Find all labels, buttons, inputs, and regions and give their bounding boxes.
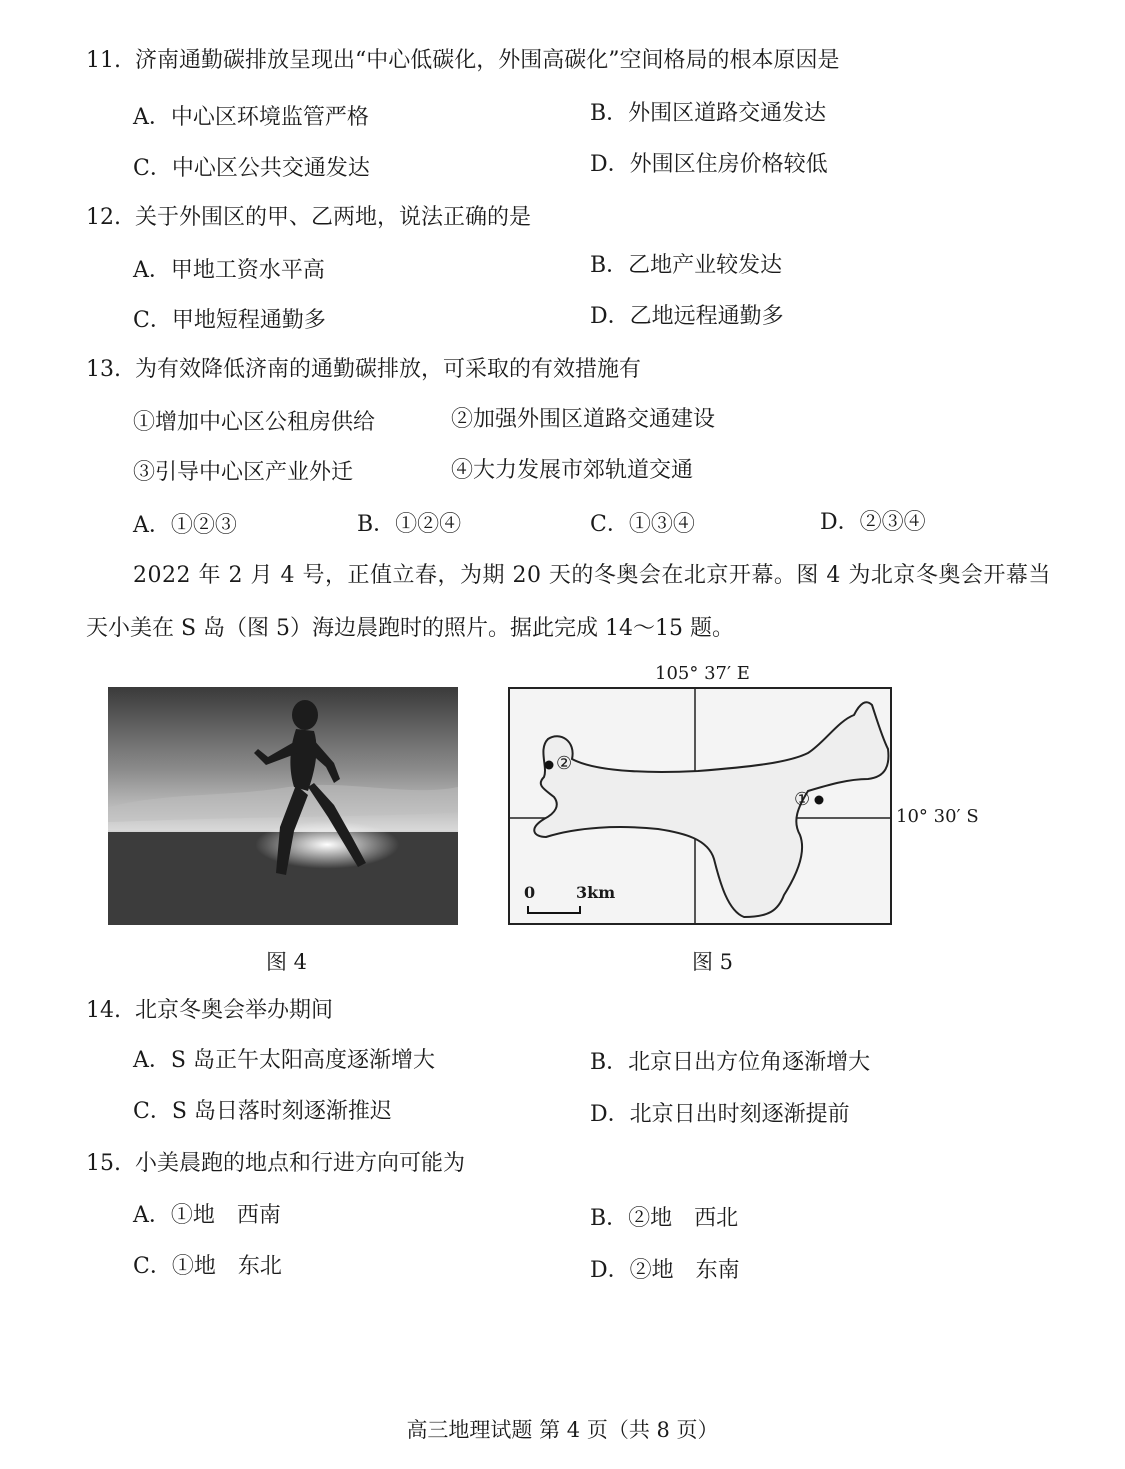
scale-end-label: 3km <box>576 883 616 902</box>
statement-1: ①增加中心区公租房供给 <box>133 410 376 435</box>
scale-zero-label: 0 <box>524 883 536 902</box>
question-stem: 关于外围区的甲、乙两地，说法正确的是 <box>135 205 532 230</box>
latitude-label: 10° 30′ S <box>896 806 979 827</box>
option-d: D．乙地远程通勤多 <box>590 304 784 329</box>
option-d: D．②③④ <box>820 510 926 535</box>
option-a: A．中心区环境监管严格 <box>133 105 369 130</box>
point-2-label: ② <box>556 753 573 774</box>
page-footer: 高三地理试题 第 4 页（共 8 页） <box>406 1418 719 1442</box>
question-number: 12. <box>86 205 121 230</box>
statement-4: ④大力发展市郊轨道交通 <box>451 458 694 483</box>
question-stem: 济南通勤碳排放呈现出“中心低碳化，外围高碳化”空间格局的根本原因是 <box>135 48 840 73</box>
question-stem: 为有效降低济南的通勤碳排放，可采取的有效措施有 <box>135 357 642 382</box>
option-b: B．②地 西北 <box>590 1206 739 1231</box>
question-11 <box>86 46 840 76</box>
option-a: A．①②③ <box>133 513 237 538</box>
option-c: C．①地 东北 <box>133 1254 282 1279</box>
passage-line-2: 天小美在 S 岛（图 5）海边晨跑时的照片。据此完成 14～15 题。 <box>86 616 735 641</box>
question-stem: 北京冬奥会举办期间 <box>135 998 334 1023</box>
option-a: A．甲地工资水平高 <box>133 258 325 283</box>
point-2-marker <box>545 761 554 770</box>
longitude-label: 105° 37′ E <box>655 663 750 684</box>
option-c: C．S 岛日落时刻逐渐推迟 <box>133 1099 392 1124</box>
passage-line-1: 2022 年 2 月 4 号，正值立春，为期 20 天的冬奥会在北京开幕。图 4 为北京冬奥会开幕当 <box>133 563 1051 588</box>
island-map <box>508 687 892 925</box>
option-c: C．①③④ <box>590 512 695 537</box>
option-d: D．外围区住房价格较低 <box>590 152 828 177</box>
option-a: A．①地 西南 <box>133 1203 281 1228</box>
runner-silhouette-photo <box>108 687 458 925</box>
figure-4-photo <box>108 687 458 925</box>
question-stem: 小美晨跑的地点和行进方向可能为 <box>135 1151 466 1176</box>
figure-5-caption: 图 5 <box>692 950 734 974</box>
statement-3: ③引导中心区产业外迁 <box>133 460 354 485</box>
option-b: B．北京日出方位角逐渐增大 <box>590 1050 871 1075</box>
question-number: 15. <box>86 1151 121 1176</box>
figure-4-caption: 图 4 <box>266 950 308 974</box>
point-1-marker <box>815 796 824 805</box>
option-d: D．北京日出时刻逐渐提前 <box>590 1102 850 1127</box>
question-12 <box>86 203 531 233</box>
option-d: D．②地 东南 <box>590 1258 740 1283</box>
figure-5-map <box>508 687 892 925</box>
option-b: B．外围区道路交通发达 <box>590 101 827 126</box>
question-number: 13. <box>86 357 121 382</box>
question-14 <box>86 996 333 1026</box>
option-b: B．①②④ <box>357 512 462 537</box>
point-1-label: ① <box>794 789 811 810</box>
option-b: B．乙地产业较发达 <box>590 253 783 278</box>
question-number: 14. <box>86 998 121 1023</box>
statement-2: ②加强外围区道路交通建设 <box>451 407 716 432</box>
option-c: C．中心区公共交通发达 <box>133 156 370 181</box>
question-15 <box>86 1149 465 1179</box>
question-13 <box>86 355 641 385</box>
question-number: 11. <box>86 48 121 73</box>
option-a: A．S 岛正午太阳高度逐渐增大 <box>133 1048 435 1073</box>
option-c: C．甲地短程通勤多 <box>133 308 326 333</box>
